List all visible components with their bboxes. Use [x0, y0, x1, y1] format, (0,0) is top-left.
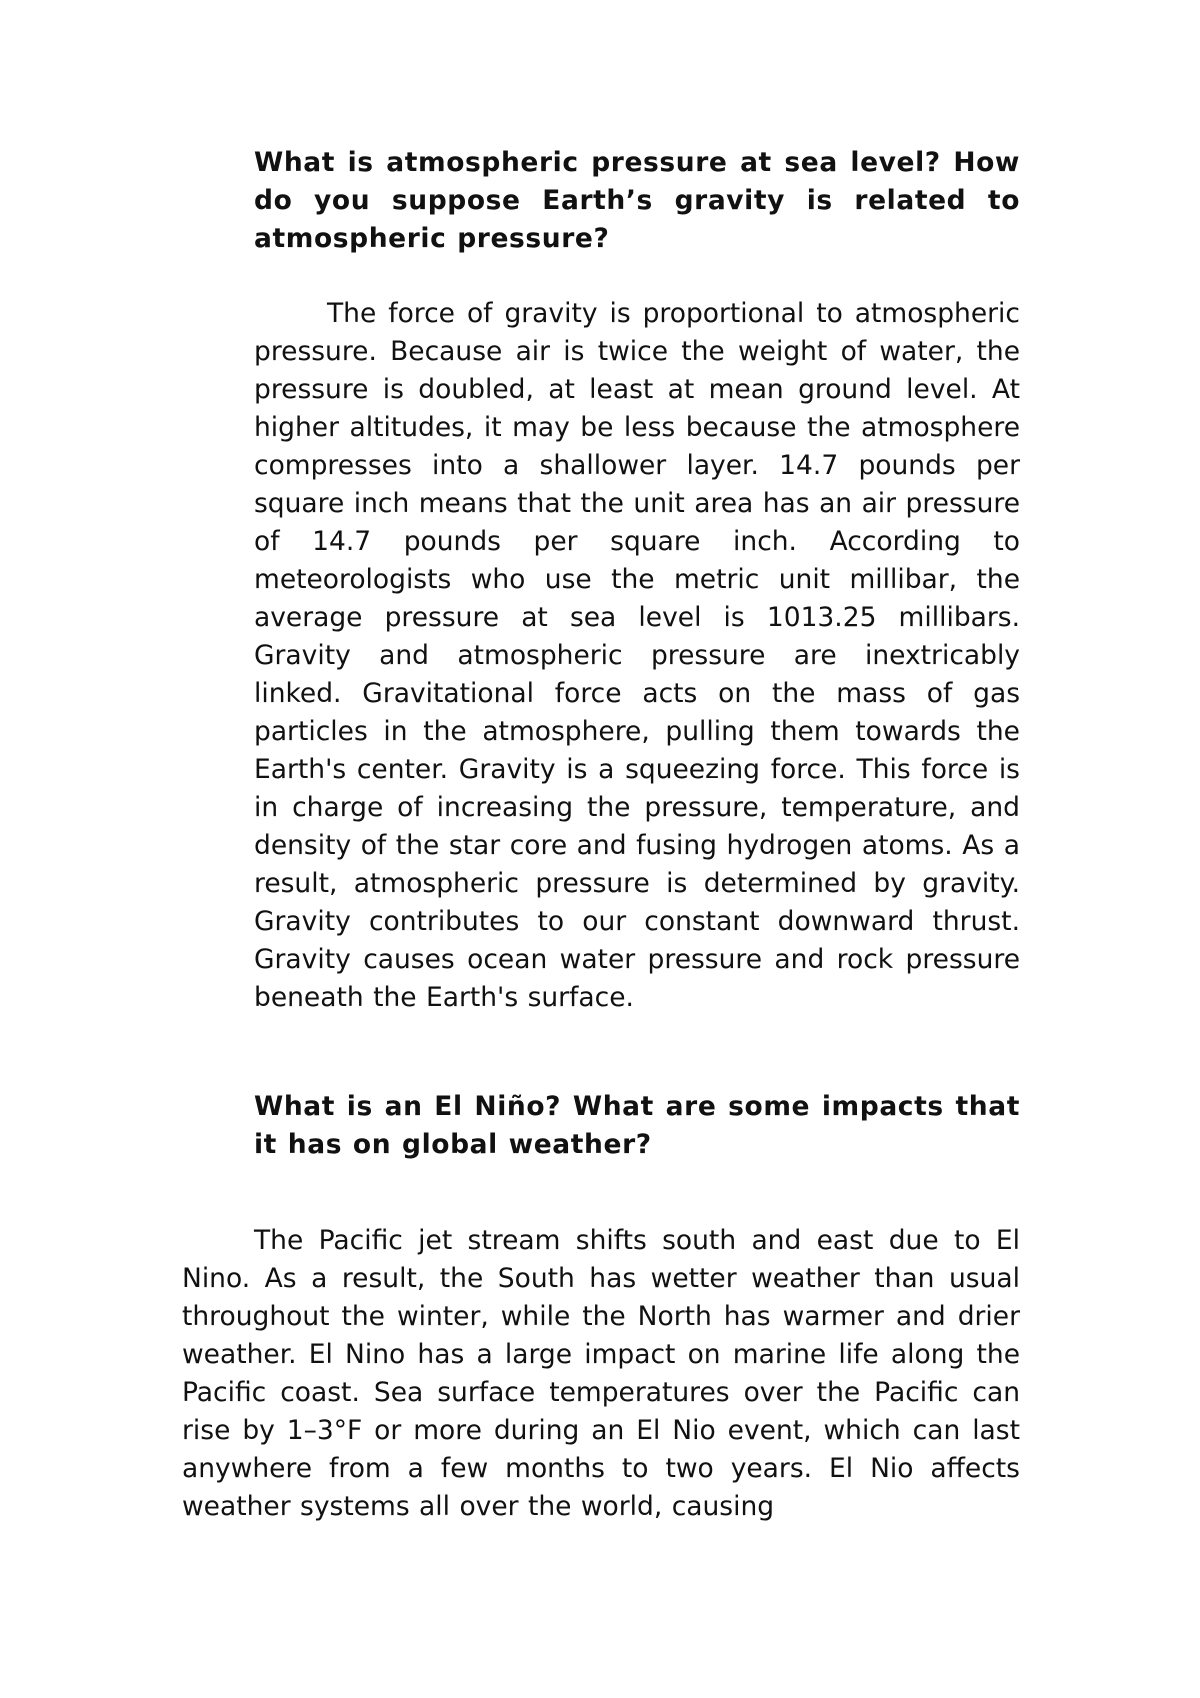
question-el-nino: What is an El Niño? What are some impacts that it has on global weather?	[254, 1091, 1020, 1160]
question-atmospheric-pressure: What is atmospheric pressure at sea level? How do you suppose Earth’s gravity is related to atmospheric pressure?	[254, 147, 1020, 254]
answer-el-nino: The Pacific jet stream shifts south and east due to El Nino. As a result, the South has wetter weather than usual throughout the winter, while the North has warmer and drier weather. El Nino has a large impact on marine life along the Pacific coast. Sea surface temperatures over the Pacific can rise by 1–3°F or more during an El Nio event, which can last anywhere from a few months to two years. El Nio affects weather systems all over the world, causing	[182, 1225, 1020, 1522]
answer-atmospheric-pressure: The force of gravity is proportional to atmospheric pressure. Because air is twice the weight of water, the pressure is doubled, at least at mean ground level. At higher altitudes, it may be less because the atmosphere compresses into a shallower layer. 14.7 pounds per square inch means that the unit area has an air pressure of 14.7 pounds per square inch. According to meteorologists who use the metric unit millibar, the average pressure at sea level is 1013.25 millibars. Gravity and atmospheric pressure are inextricably linked. Gravitational force acts on the mass of gas particles in the atmosphere, pulling them towards the Earth's center. Gravity is a squeezing force. This force is in charge of increasing the pressure, temperature, and density of the star core and fusing hydrogen atoms. As a result, atmospheric pressure is determined by gravity. Gravity contributes to our constant downward thrust. Gravity causes ocean water pressure and rock pressure beneath the Earth's surface.	[254, 298, 1020, 1013]
